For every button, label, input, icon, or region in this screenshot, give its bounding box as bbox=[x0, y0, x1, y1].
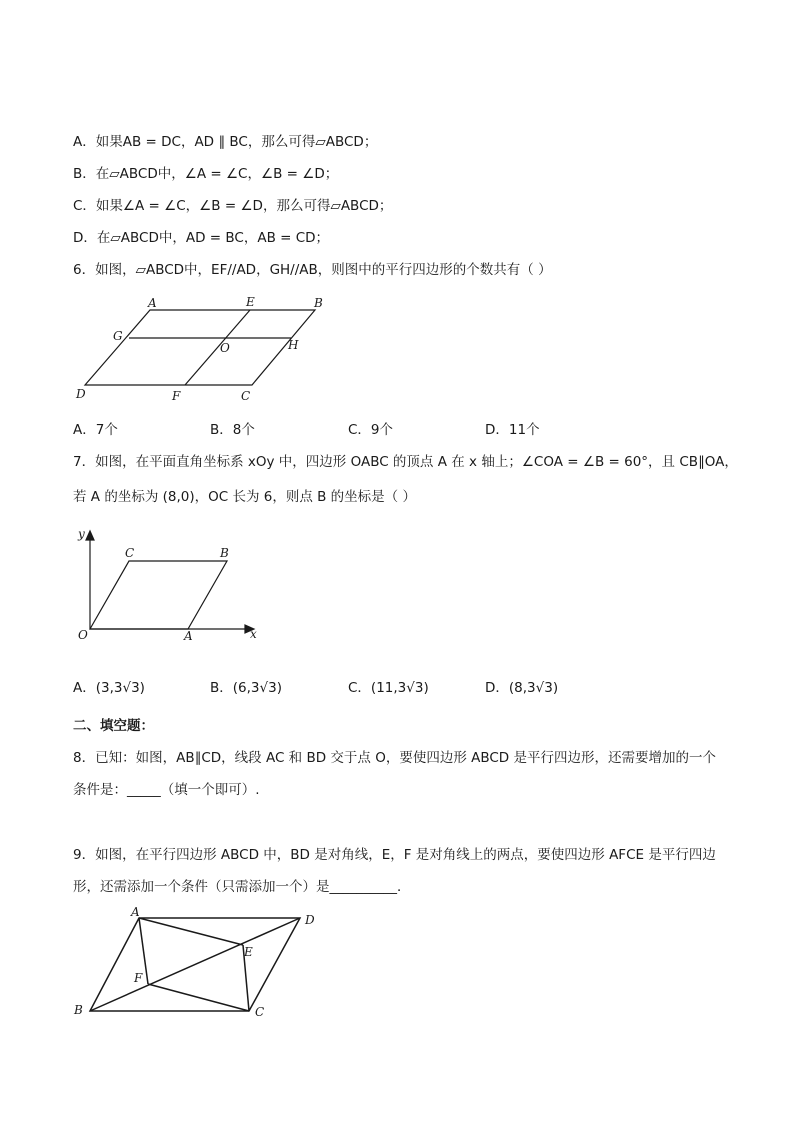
q9-label-d: D bbox=[305, 913, 315, 927]
q9-label-b: B bbox=[74, 1003, 83, 1017]
q5-option-c: C．如果∠A = ∠C，∠B = ∠D，那么可得▱ABCD； bbox=[73, 198, 393, 214]
q9-label-c: C bbox=[255, 1005, 265, 1019]
q6-option-b: B．8个 bbox=[210, 422, 255, 438]
q9-segment-cf bbox=[148, 984, 249, 1011]
q5-option-b: B．在▱ABCD中，∠A = ∠C，∠B = ∠D； bbox=[73, 166, 339, 182]
q9-segment-ae bbox=[139, 918, 243, 945]
q6-label-a: A bbox=[148, 296, 157, 310]
q9-label-a: A bbox=[131, 905, 140, 919]
q7-option-b: B．(6,3√3) bbox=[210, 680, 282, 696]
q7-label-y: y bbox=[78, 527, 85, 541]
q7-quadrilateral-oabc bbox=[90, 561, 227, 629]
q7-option-c: C．(11,3√3) bbox=[348, 680, 429, 696]
q5-option-a: A．如果AB = DC，AD ∥ BC，那么可得▱ABCD； bbox=[73, 134, 378, 150]
q6-parallelogram-abcd bbox=[85, 310, 315, 385]
q6-label-e: E bbox=[246, 295, 255, 309]
q7-question-line1: 7．如图，在平面直角坐标系 xOy 中，四边形 OABC 的顶点 A 在 x 轴上；∠COA = ∠B = 60°，且 CB∥OA， bbox=[73, 454, 738, 470]
q7-label-x: x bbox=[250, 627, 257, 641]
q7-label-a: A bbox=[184, 629, 193, 643]
q6-label-c: C bbox=[241, 389, 251, 403]
q9-question-line2: 形，还需添加一个条件（只需添加一个）是__________． bbox=[73, 879, 411, 895]
q6-label-o: O bbox=[220, 341, 230, 355]
q6-question: 6．如图，▱ABCD中，EF//AD，GH//AB，则图中的平行四边形的个数共有（ ） bbox=[73, 262, 552, 278]
q7-option-d: D．(8,3√3) bbox=[485, 680, 559, 696]
q7-question-line2: 若 A 的坐标为 (8,0)，OC 长为 6，则点 B 的坐标是（ ） bbox=[73, 489, 416, 505]
q6-label-f: F bbox=[172, 389, 181, 403]
y-axis-arrow bbox=[86, 531, 94, 540]
q7-option-a: A．(3,3√3) bbox=[73, 680, 145, 696]
q9-label-e: E bbox=[244, 945, 253, 959]
q9-parallelogram-figure bbox=[70, 903, 330, 1023]
q6-label-b: B bbox=[314, 296, 323, 310]
q6-option-a: A．7个 bbox=[73, 422, 118, 438]
q8-question-line1: 8．已知：如图，AB∥CD，线段 AC 和 BD 交于点 O，要使四边形 ABCD 是平行四边形，还需要增加的一个 bbox=[73, 750, 716, 766]
q7-label-o: O bbox=[78, 628, 88, 642]
q6-label-d: D bbox=[76, 387, 86, 401]
section-title-fill-in: 二、填空题： bbox=[73, 718, 154, 734]
q9-question-line1: 9．如图，在平行四边形 ABCD 中，BD 是对角线，E，F 是对角线上的两点，要使四边形 AFCE 是平行四边 bbox=[73, 847, 716, 863]
q6-segment-ef bbox=[185, 310, 250, 385]
q9-label-f: F bbox=[134, 971, 143, 985]
q5-option-d: D．在▱ABCD中，AD = BC，AB = CD； bbox=[73, 230, 330, 246]
q6-label-h: H bbox=[288, 338, 299, 352]
q6-option-d: D．11个 bbox=[485, 422, 540, 438]
q6-parallelogram-figure bbox=[70, 290, 340, 405]
q7-label-b: B bbox=[220, 546, 229, 560]
q8-question-line2: 条件是：_____（填一个即可）. bbox=[73, 782, 260, 798]
q7-coordinate-figure bbox=[70, 522, 270, 647]
q6-label-g: G bbox=[113, 329, 123, 343]
q7-label-c: C bbox=[125, 546, 135, 560]
q6-option-c: C．9个 bbox=[348, 422, 394, 438]
